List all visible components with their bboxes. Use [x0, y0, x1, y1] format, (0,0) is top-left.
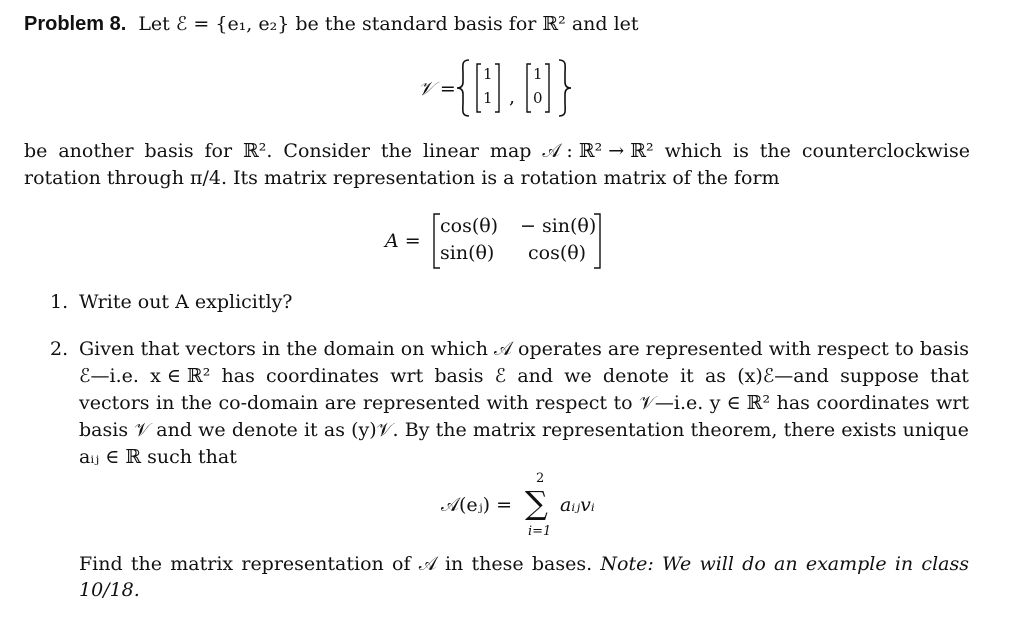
item-1-number: 1. — [50, 291, 69, 313]
sum-upper-limit: 2 — [536, 471, 545, 486]
word: suppose — [840, 365, 919, 387]
word: that — [930, 365, 969, 387]
word: has — [776, 392, 810, 414]
sum-lhs: 𝒜(eⱼ) = — [441, 494, 513, 516]
word: ℝ². — [243, 140, 273, 162]
word: the — [759, 140, 791, 162]
sum-sigma-symbol: ∑ — [525, 484, 548, 522]
word: example — [805, 553, 887, 575]
basis-v-vec1-row1: 1 — [483, 65, 493, 83]
word: coordinates — [816, 392, 930, 414]
word: is — [733, 140, 749, 162]
word: denote — [231, 419, 298, 441]
word: basis — [919, 338, 969, 360]
word: represented — [362, 392, 480, 414]
problem-heading — [24, 14, 639, 34]
word: the — [180, 392, 212, 414]
word: Note: — [600, 553, 654, 575]
word: Consider — [283, 140, 370, 162]
word: the — [435, 419, 467, 441]
word: wrt — [390, 365, 424, 387]
sum-body: aᵢⱼvᵢ — [560, 494, 595, 516]
word: class — [921, 553, 969, 575]
word: respect — [816, 338, 889, 360]
word: that — [140, 338, 180, 360]
word: co-domain — [218, 392, 319, 414]
matrix-a-cell-11: cos(θ) — [440, 215, 499, 237]
matrix-a-cell-12: − sin(θ) — [520, 215, 597, 237]
word: and — [156, 419, 192, 441]
word: basis — [144, 140, 194, 162]
word: we — [198, 419, 226, 441]
word: has — [221, 365, 255, 387]
word: vectors — [185, 338, 256, 360]
item-2-line-1 — [79, 340, 969, 359]
problem-intro: Let ℰ = {e₁, e₂} be the standard basis for ℝ² and let — [138, 13, 639, 35]
word: 𝒜 : ℝ² → ℝ² — [542, 140, 654, 162]
word: unique — [902, 419, 969, 441]
basis-v-comma: , — [509, 86, 516, 108]
word: as — [704, 365, 727, 387]
word: Given — [79, 338, 135, 360]
word: with — [768, 338, 811, 360]
word: 𝒜 — [418, 553, 437, 575]
word: coordinates — [266, 365, 380, 387]
item-2-line-4 — [79, 421, 969, 440]
word: which — [664, 140, 723, 162]
basis-v-vec2-row1: 1 — [533, 65, 543, 83]
word: with — [486, 392, 529, 414]
word: do — [742, 553, 766, 575]
item-2-line-5: aᵢⱼ ∈ ℝ such that — [79, 446, 237, 468]
word: theorem, — [690, 419, 778, 441]
word: operates — [518, 338, 602, 360]
word: be — [24, 140, 48, 162]
word: it — [680, 365, 694, 387]
word: By — [404, 419, 430, 441]
word: ℰ—i.e. — [79, 365, 139, 387]
word: of — [392, 553, 411, 575]
word: y ∈ ℝ² — [709, 392, 771, 414]
item-2-line-3 — [79, 394, 969, 413]
word: in — [261, 338, 281, 360]
matrix-a-symbol: A = — [385, 230, 421, 252]
word: in — [156, 392, 175, 414]
find-line-2: 10/18. — [79, 579, 140, 601]
word: denote — [602, 365, 669, 387]
para1-line1 — [24, 142, 970, 161]
word: to — [894, 338, 914, 360]
word: (y)𝒱. — [351, 419, 399, 441]
word: as — [323, 419, 345, 441]
basis-v-vec1-row2: 1 — [483, 89, 493, 107]
word: x ∈ ℝ² — [150, 365, 211, 387]
word: map — [489, 140, 532, 162]
word: representation — [241, 553, 384, 575]
word: exists — [841, 419, 897, 441]
basis-v-brackets — [455, 58, 585, 118]
word: another — [58, 140, 134, 162]
word: 𝒜 — [493, 338, 512, 360]
word: matrix — [170, 553, 234, 575]
word: counterclockwise — [801, 140, 970, 162]
word: representation — [541, 419, 685, 441]
item-2-line-2 — [79, 367, 969, 386]
basis-v-vec2-row2: 0 — [533, 89, 543, 107]
basis-v-set — [455, 58, 585, 118]
word: are — [607, 338, 640, 360]
sum-lower-limit: i=1 — [528, 524, 552, 539]
word: to — [613, 392, 633, 414]
word: in — [894, 553, 914, 575]
para1-line2: rotation through π/4. Its matrix representation is a rotation matrix of the form — [24, 167, 780, 189]
find-line-1 — [79, 555, 969, 574]
word: 𝒱—i.e. — [639, 392, 704, 414]
matrix-a-cell-22: cos(θ) — [528, 242, 587, 264]
word: matrix — [472, 419, 536, 441]
word: 𝒱 — [134, 419, 151, 441]
word: in — [444, 553, 464, 575]
word: basis — [434, 365, 484, 387]
item-1-text: Write out A explicitly? — [79, 291, 293, 313]
word: on — [400, 338, 425, 360]
word: and — [517, 365, 554, 387]
word: there — [783, 419, 836, 441]
word: an — [774, 553, 798, 575]
word: basis — [79, 419, 129, 441]
word: these — [471, 553, 524, 575]
word: will — [699, 553, 734, 575]
word: the — [380, 140, 412, 162]
word: respect — [535, 392, 607, 414]
word: (x)ℰ—and — [737, 365, 829, 387]
word: vectors — [79, 392, 150, 414]
word: we — [564, 365, 592, 387]
word: linear — [422, 140, 479, 162]
matrix-a — [432, 212, 612, 270]
basis-v-symbol: 𝒱 = — [418, 78, 456, 100]
matrix-a-cell-21: sin(θ) — [440, 242, 495, 264]
word: the — [286, 338, 318, 360]
word: domain — [323, 338, 395, 360]
word: are — [324, 392, 357, 414]
word: for — [204, 140, 233, 162]
word: represented — [645, 338, 763, 360]
word: it — [303, 419, 318, 441]
word: wrt — [935, 392, 969, 414]
word: We — [661, 553, 692, 575]
word: Find — [79, 553, 123, 575]
problem-label: Problem 8. — [24, 13, 127, 35]
word: ℰ — [494, 365, 507, 387]
word: bases. — [531, 553, 593, 575]
item-2-number: 2. — [50, 338, 69, 360]
word: which — [430, 338, 488, 360]
word: the — [130, 553, 163, 575]
